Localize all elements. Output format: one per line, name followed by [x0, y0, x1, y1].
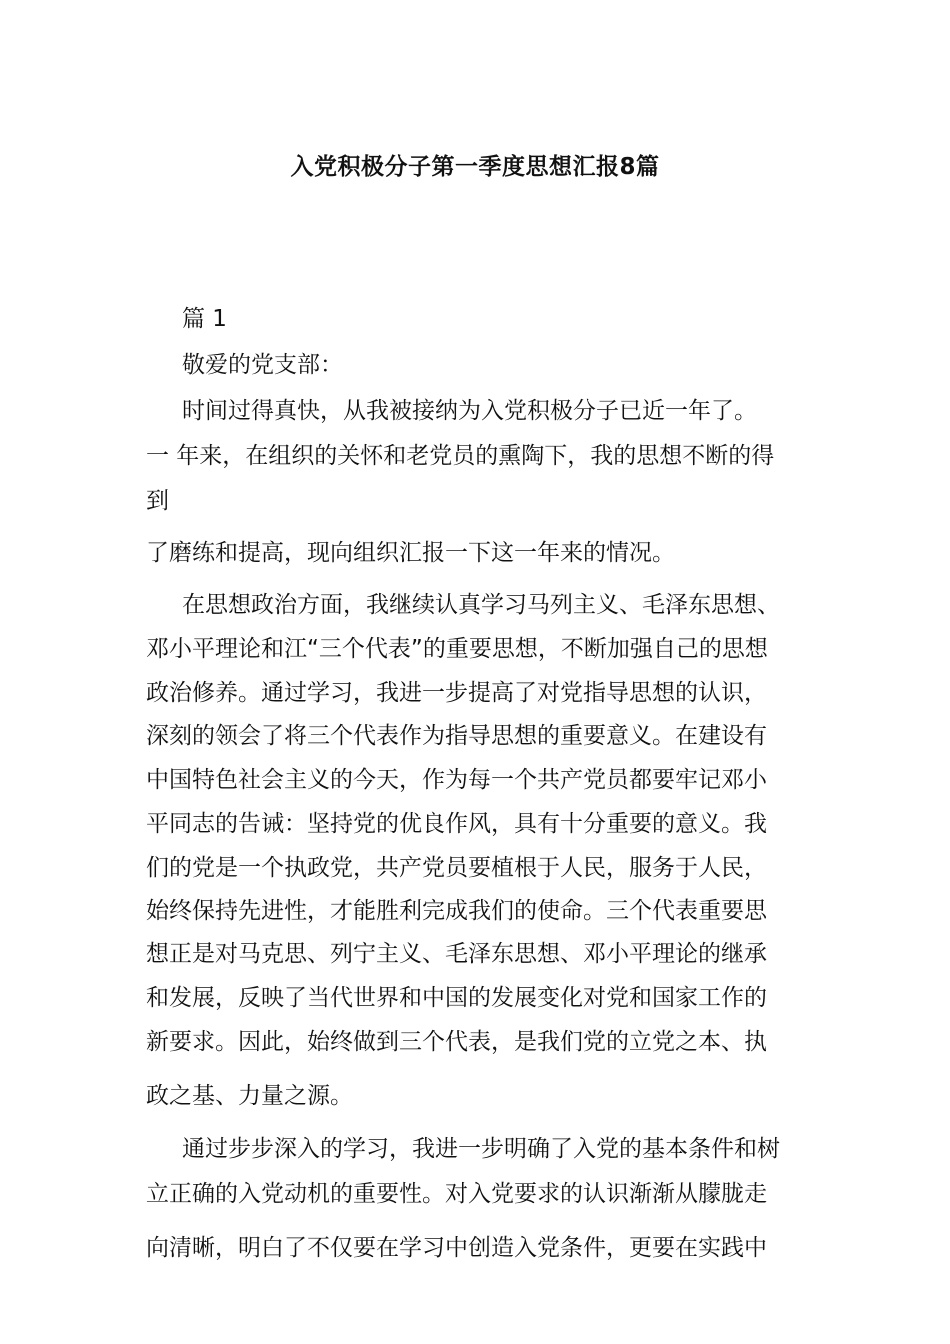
text-line: 向清晰，明白了不仅要在学习中创造入党条件，更要在实践中	[146, 1235, 767, 1261]
text-line: 到	[146, 488, 169, 514]
section-heading: 篇 1	[182, 306, 227, 332]
text-line: 政治修养。通过学习，我进一步提高了对党指导思想的认识，	[146, 680, 767, 706]
document-title: 入党积极分子第一季度思想汇报8篇	[290, 154, 660, 180]
text-line: 和发展，反映了当代世界和中国的发展变化对党和国家工作的	[146, 985, 767, 1011]
text-line: 邓小平理论和江“三个代表”的重要思想，不断加强自己的思想	[146, 636, 768, 662]
text-line: 了磨练和提高，现向组织汇报一下这一年来的情况。	[146, 540, 675, 566]
text-line: 平同志的告诫：坚持党的优良作风，具有十分重要的意义。我	[146, 811, 767, 837]
text-line: 立正确的入党动机的重要性。对入党要求的认识渐渐从朦胧走	[146, 1181, 767, 1207]
text-line: 通过步步深入的学习，我进一步明确了入党的基本条件和树	[182, 1136, 780, 1162]
text-line: 新要求。因此，始终做到三个代表，是我们党的立党之本、执	[146, 1029, 767, 1055]
salutation: 敬爱的党支部：	[182, 352, 343, 378]
text-line: 深刻的领会了将三个代表作为指导思想的重要意义。在建设有	[146, 723, 767, 749]
text-line: 想正是对马克思、列宁主义、毛泽东思想、邓小平理论的继承	[146, 941, 767, 967]
text-line: 中国特色社会主义的今天，作为每一个共产党员都要牢记邓小	[146, 767, 767, 793]
text-line: 在思想政治方面，我继续认真学习马列主义、毛泽东思想、	[182, 592, 780, 618]
text-line: 政之基、力量之源。	[146, 1083, 353, 1109]
text-line: 一 年来，在组织的关怀和老党员的熏陶下，我的思想不断的得	[146, 443, 775, 469]
text-line: 始终保持先进性，才能胜利完成我们的使命。三个代表重要思	[146, 898, 767, 924]
text-line: 时间过得真快，从我被接纳为入党积极分子已近一年了。	[182, 398, 757, 424]
text-line: 们的党是一个执政党，共产党员要植根于人民，服务于人民，	[146, 855, 767, 881]
